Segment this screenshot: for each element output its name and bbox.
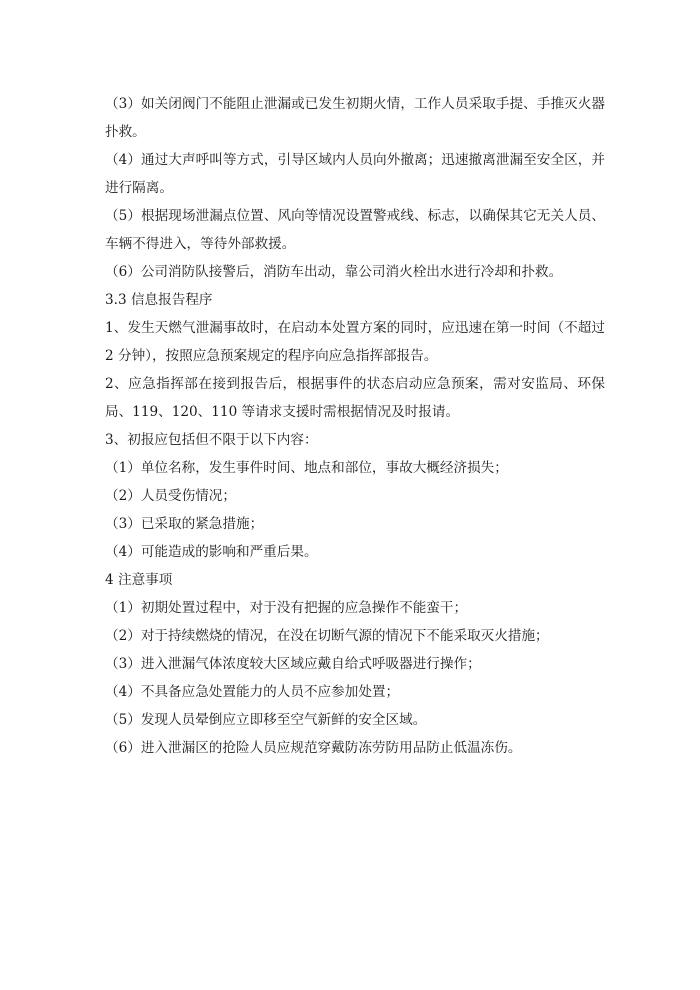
- document-body: [105, 90, 605, 762]
- list-item: （2）对于持续燃烧的情况，在没在切断气源的情况下不能采取灭火措施；: [105, 628, 549, 644]
- list-item: 2、应急指挥部在接到报告后，根据事件的状态启动应急预案，需对安监局、环保局、119、120、110 等请求支援时需根据情况及时报请。: [105, 376, 605, 420]
- list-item: 3、初报应包括但不限于以下内容：: [105, 432, 318, 448]
- section-heading: 4 注意事项: [105, 572, 173, 588]
- list-item: （2）人员受伤情况；: [105, 488, 236, 504]
- section-heading: 3.3 信息报告程序: [105, 292, 213, 308]
- list-item: （1）单位名称，发生事件时间、地点和部位，事故大概经济损失；: [105, 460, 508, 476]
- list-item: （5）根据现场泄漏点位置、风向等情况设置警戒线、标志，以确保其它无关人员、车辆不得进入，等待外部救援。: [105, 208, 605, 252]
- list-item: （4）可能造成的影响和严重后果。: [105, 544, 318, 560]
- list-item: （6）公司消防队接警后，消防车出动，靠公司消火栓出水进行冷却和扑救。: [105, 264, 563, 280]
- list-item: （4）不具备应急处置能力的人员不应参加处置；: [105, 684, 400, 700]
- list-item: （3）进入泄漏气体浓度较大区域应戴自给式呼吸器进行操作；: [105, 656, 481, 672]
- list-item: （1）初期处置过程中，对于没有把握的应急操作不能蛮干；: [105, 600, 468, 616]
- list-item: （3）已采取的紧急措施；: [105, 516, 264, 532]
- list-item: （3）如关闭阀门不能阻止泄漏或已发生初期火情，工作人员采取手提、手推灭火器扑救。: [105, 96, 605, 140]
- list-item: （6）进入泄漏区的抢险人员应规范穿戴防冻劳防用品防止低温冻伤。: [105, 740, 522, 756]
- list-item: （5）发现人员晕倒应立即移至空气新鲜的安全区域。: [105, 712, 427, 728]
- list-item: （4）通过大声呼叫等方式，引导区域内人员向外撤离；迅速撤离泄漏至安全区，并进行隔离。: [105, 152, 605, 196]
- list-item: 1、发生天燃气泄漏事故时，在启动本处置方案的同时，应迅速在第一时间（不超过 2 分钟），按照应急预案规定的程序向应急指挥部报告。: [105, 320, 605, 364]
